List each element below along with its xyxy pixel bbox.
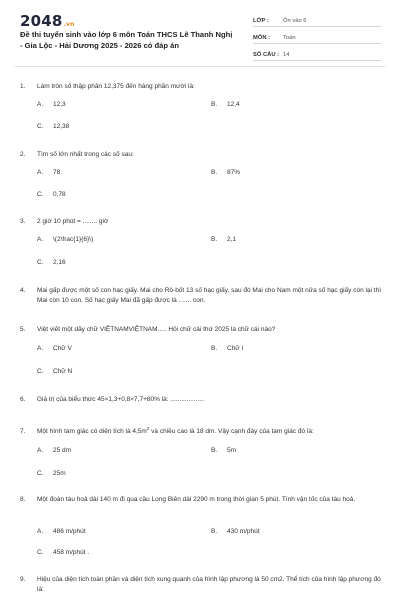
option-5c[interactable] [37, 368, 72, 375]
option-text: 87% [227, 169, 241, 176]
question-number: 3. [20, 218, 26, 225]
meta-label: SỐ CÂU : [253, 52, 280, 58]
option-label: C. [37, 549, 44, 556]
question-number: 5. [20, 326, 26, 333]
page-title: Đề thi tuyển sinh vào lớp 6 môn Toán THCS Lê Thanh Nghị - Gia Lộc - Hải Dương 2025 - 2026 có đáp án [20, 30, 233, 50]
option-label: C. [37, 123, 44, 130]
option-text: 12,38 [53, 123, 70, 130]
option-label: C. [37, 191, 44, 198]
meta-row-class [253, 14, 381, 27]
option-label: B. [211, 101, 218, 108]
site-logo[interactable] [20, 12, 75, 30]
option-label: B. [211, 345, 218, 352]
meta-value: Toán [283, 35, 296, 41]
question-text: Một hình tam giác có diện tích là $4,5m^2$ và chiều cao là 18 dm. Vậy cạnh đáy của tam giác đó là: [37, 425, 314, 435]
question-3 [20, 217, 382, 227]
option-label: B. [211, 169, 218, 176]
option-2a[interactable] [37, 169, 60, 176]
option-label: C. [37, 470, 44, 477]
question-text: Giá trị của biểu thức 45×1,3+0,8×7,7+80% là: ................... [37, 396, 205, 403]
option-label: A. [37, 528, 44, 535]
logo-tld: .vn [63, 21, 75, 28]
option-1a[interactable] [37, 101, 66, 108]
meta-row-count [253, 48, 381, 61]
question-text: Tìm số lớn nhất trong các số sau: [37, 151, 134, 158]
question-text: Làm tròn số thập phân 12,375 đến hàng phần mười là: [37, 83, 195, 90]
header-divider [14, 66, 386, 67]
option-text: Chữ V [53, 345, 72, 352]
question-8 [20, 495, 382, 505]
question-text: Một đoàn tàu hoả dài 140 m đi qua cầu Long Biên dài 2290 m trong thời gian 5 phút. Tính vận tốc của tàu hoả. [37, 496, 356, 503]
logo-text: 2048 [20, 12, 63, 30]
option-3a[interactable] [37, 236, 93, 243]
question-9 [20, 575, 382, 595]
option-8c[interactable] [37, 549, 89, 556]
question-number: 8. [20, 496, 26, 503]
option-label: A. [37, 345, 44, 352]
option-label: B. [211, 528, 218, 535]
option-text: 486 m/phút [53, 528, 86, 535]
option-label: C. [37, 259, 44, 266]
question-5 [20, 325, 382, 335]
question-number: 2. [20, 151, 26, 158]
option-text: 12,4 [227, 101, 240, 108]
option-text: 25m [53, 470, 66, 477]
option-text: Chữ N [53, 368, 73, 375]
question-number: 9. [20, 576, 26, 583]
meta-row-subject [253, 31, 381, 44]
option-label: A. [37, 169, 44, 176]
question-4 [20, 286, 382, 306]
question-text: Mai gấp được một số con hạc giấy. Mai cho Rô-bốt 13 số hạc giấy, sau đó Mai cho Nam một nửa số hạc giấy còn lại thì Mai còn 10 con. Số hạc giấy Mai đã gấp được là ....... con. [37, 287, 382, 304]
option-8b[interactable] [211, 528, 260, 535]
option-5a[interactable] [37, 345, 72, 352]
option-text: 430 m/phút [227, 528, 260, 535]
meta-label: MÔN : [253, 35, 271, 41]
option-label: B. [211, 236, 218, 243]
question-number: 4. [20, 287, 26, 294]
option-text: 78 [53, 169, 61, 176]
option-1b[interactable] [211, 101, 240, 108]
meta-value: 14 [283, 52, 290, 58]
question-text: 2 giờ 10 phút = ........ giờ [37, 218, 109, 225]
question-number: 7. [20, 428, 26, 435]
question-number: 1. [20, 83, 26, 90]
meta-label: LỚP : [253, 18, 269, 24]
option-3c[interactable] [37, 259, 66, 266]
option-label: C. [37, 368, 44, 375]
option-label: A. [37, 236, 44, 243]
question-text: Hiệu của diện tích toàn phần và diện tích xung quanh của hình lập phương là 50 cm2. Thể tích của hình lập phương đó là: [37, 576, 381, 593]
option-text: Chữ I [227, 345, 244, 352]
option-label: A. [37, 447, 44, 454]
question-2 [20, 150, 382, 160]
option-label: B. [211, 447, 218, 454]
option-5b[interactable] [211, 345, 243, 352]
option-8a[interactable] [37, 528, 86, 535]
option-7c[interactable] [37, 470, 66, 477]
option-text: 5m [227, 447, 237, 454]
meta-value: Ôn vào 6 [283, 18, 307, 24]
option-2c[interactable] [37, 191, 66, 198]
question-6 [20, 395, 382, 405]
option-1c[interactable] [37, 123, 69, 130]
question-text: Việt viết một dãy chữ VIỆTNAMVIỆTNAM..... Hỏi chữ cái thứ 2025 là chữ cái nào? [37, 326, 276, 333]
option-label: A. [37, 101, 44, 108]
meta-info [253, 14, 381, 65]
option-3b[interactable] [211, 236, 236, 243]
option-text: 458 m/phút . [53, 549, 90, 556]
option-text: 2,16 [53, 259, 66, 266]
option-2b[interactable] [211, 169, 240, 176]
question-1 [20, 82, 382, 92]
option-text: 12,3 [53, 101, 66, 108]
option-text: 2,1 [227, 236, 237, 243]
option-7a[interactable] [37, 447, 71, 454]
option-text: 0,78 [53, 191, 66, 198]
option-text: 25 dm [53, 447, 72, 454]
question-7 [20, 427, 382, 437]
option-text: \(2\frac{1}{6}\) [53, 236, 94, 243]
question-number: 6. [20, 396, 26, 403]
option-7b[interactable] [211, 447, 236, 454]
